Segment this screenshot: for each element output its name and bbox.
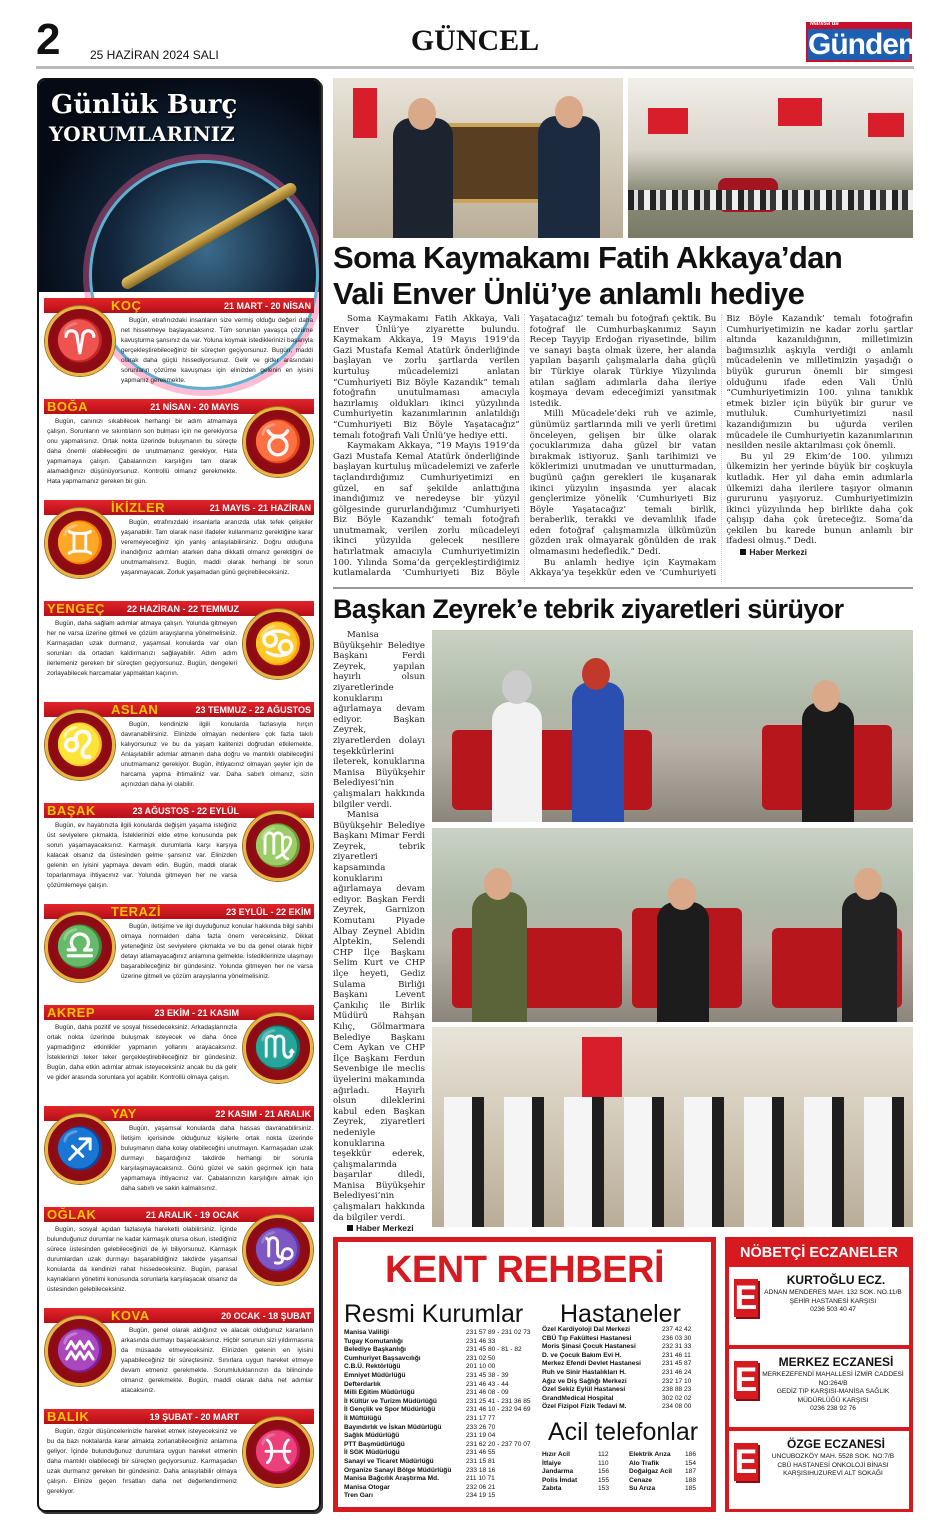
directory-phone: 201 10 00 (466, 1363, 496, 1371)
sign-name: YAY (111, 1106, 137, 1121)
article-paragraph: Manisa Büyükşehir Belediye Başkanı Ferdi Zeyrek, yapılan hayırlı olsun ziyaretlerinde konuklarını ağırlamaya devam ediyor. Başkan Zeyrek, ziyaretlerden dolayı teşekkürlerini ileterek, konuklarına Manisa Büyükşehir Belediyesi’nin çalışmaları hakkında bilgiler verdi. (333, 630, 425, 810)
photo-group-flags (628, 78, 913, 238)
directory-name: Doğalgaz Acil (629, 1468, 672, 1476)
directory-phone: 231 46 33 (466, 1337, 496, 1345)
horoscope-sign (39, 1102, 319, 1203)
article-paragraph: Kaymakam Akkaya, “19 Mayıs 1919’da Gazi Mustafa Kemal Atatürk önderliğinde başlayan kurtuluş mücadelemizi ve zaferle taçlandırdığımız Cumhuriyetimizi en güzel, en saf şekilde anlattığına inandığımız ve neredeyse bir yüzyıl gölgesinde gururlandığımız ‘Cumhuriyeti Biz Böyle Kazandık’ temalı fotoğrafı unutmamak, verilen zorlu mücadeleyi ikinci yüzyılda gelecek nesillere hatırlatmak amacıyla Cumhuriyetimizin 100. Yılında Soma’da gerçekleştirdiğimiz kutlamalarda ‘Cumhuriyeti Biz Böyle Yaşatacağız’ temalı bu fotoğrafı çektik. Bu fotoğraf ile Cumhurbaşkanımız Sayın Recep Tayyip Erdoğan riyasetinde, bilim ve sanayi başta olmak üzere, her alanda yapılan başarılı çalışmalarla daha güçlü bir Türkiye olarak Türkiye Yüzyılında atılan sağlam adımlarla daha ileriye koşmaya devam edeceğimizi yansıtmak istedik. (333, 314, 717, 579)
directory-name: Su Arıza (629, 1485, 656, 1493)
directory-name: Alo Trafik (629, 1459, 660, 1467)
directory-name: Belediye Başkanlığı (344, 1346, 406, 1354)
directory-name: İl Müftülüğü (344, 1415, 382, 1422)
horoscope-sign (39, 597, 319, 698)
directory-phone: 231 46 08 - 09 (466, 1389, 509, 1397)
directory-phone: 188 (685, 1476, 697, 1484)
directory-name: Bayındırlık ve İskan Müdürlüğü (344, 1423, 442, 1431)
sign-dates: 21 MART - 20 NİSAN (223, 301, 311, 311)
leo-icon: ♌ (45, 710, 115, 780)
pharmacy-name: MERKEZ ECZANESİ (778, 1355, 894, 1369)
sign-text: Bugün, yaşamsal konularda daha hassas davranabilirsiniz. İletişim içerisinde olduğunuz kişilerle ortak nokta üzerinde buluşmanın daha kolay olabileceğini unutmayın. Karmaşadan uzak durmayı başardığınız takdirde herhangi bir sorunla karşılaşmayacaksınız. Günü güzel ve sakin geçirmek için hata yapmamaya ihtiyacınız var. Çabalarınızın karşılığını almak için daha sabırlı ve sakin kalmalısınız. (121, 1125, 313, 1192)
directory-name: Zabıta (542, 1485, 562, 1493)
directory-phone: 185 (685, 1485, 697, 1493)
article-paragraph: Soma Kaymakamı Fatih Akkaya, Vali Enver Ünlü’ye ziyarette bulundu. Kaymakam Akkaya, 19 Mayıs 1919’da Gazi Mustafa Kemal Atatürk önderliğinde başlayan ve zorlu şartlarda verilen kurtuluş mücadelemizi anlatan “Cumhuriyeti Biz Böyle Kazandık” temalı fotoğrafın unutulmaması amacıyla hazırlamış oldukları ikinci yüzyılında Cumhuriyetin kazanımlarının anlatıldığı “Cumhuriyeti Biz Böyle Yaşatacağız” temalı fotoğrafı Vali Ünlü’ye hediye etti. (333, 314, 520, 441)
directory-name: Tren Garı (344, 1492, 373, 1500)
horoscope-sign (39, 395, 319, 496)
official-institutions-heading: Resmi Kurumlar (344, 1300, 524, 1328)
directory-name: Milli Eğitim Müdürlüğü (344, 1389, 415, 1397)
pharmacy-e-icon: E (734, 1279, 758, 1317)
horoscope-sign (39, 1203, 319, 1304)
article2-body (333, 630, 425, 1234)
photo-visit-3 (432, 1027, 913, 1227)
gemini-icon: ♊ (45, 508, 115, 578)
capricorn-icon: ♑ (243, 1215, 313, 1285)
directory-name: Defterdarlık (344, 1380, 381, 1388)
directory-name: D. ve Çocuk Bakım Evi H. (542, 1351, 622, 1359)
pharmacies-title: NÖBETÇİ ECZANELER (740, 1245, 898, 1261)
directory-name: Sanayi ve Ticaret Müdürlüğü (344, 1458, 434, 1465)
sign-name: YENGEÇ (47, 601, 105, 616)
pharmacy-address-line: KARŞISIHUZUREVİ ALT SOKAĞI (783, 1470, 883, 1478)
city-guide-box (333, 1237, 716, 1512)
directory-name: Manisa Valiliği (344, 1329, 390, 1336)
horoscope-title: Günlük Burç (51, 90, 238, 120)
section-title: GÜNCEL (410, 24, 540, 57)
directory-phone: 231 25 41 - 231 36 85 (466, 1397, 531, 1405)
pharmacy-name: KURTOĞLU ECZ. (786, 1273, 886, 1287)
directory-phone: 233 18 16 (466, 1466, 496, 1474)
pharmacy-e-icon: E (734, 1443, 758, 1481)
directory-phone: 186 (685, 1451, 697, 1458)
sign-dates: 22 KASIM - 21 ARALIK (215, 1109, 311, 1119)
article-body (333, 314, 913, 582)
sign-text: Bugün, canınızı sıkabilecek herhangi bir adım atmamaya çalışın. Sorunların ve sıkıntıların son bulması için ne gerekiyorsa onu yapmalısınız. Ortak nokta üzerinde buluşmanın bu süreçte daha önemli olabileceğini de unutmamanız gerekiyor. Hata yapmamaya çalışın. Çabalarınızın karşılığını tam olarak alamadığınızı düşünüyorsunuz. Kontrollü olmanız gerekmekte. Hata yapmamanız gereken bir gün. (47, 418, 237, 485)
article-headline: Soma Kaymakamı Fatih Akkaya’dan (333, 240, 843, 275)
cancer-icon: ♋ (243, 609, 313, 679)
directory-phone: 236 03 30 (662, 1334, 692, 1342)
directory-name: Jandarma (542, 1468, 574, 1476)
byline: Haber Merkezi (333, 1223, 425, 1234)
pharmacy-address-line: CBÜ HASTANESİ ONKOLOJİ BİNASI (777, 1461, 889, 1469)
virgo-icon: ♍ (243, 811, 313, 881)
directory-name: Özel Sekiz Eylül Hastanesi (542, 1386, 626, 1394)
pharmacies-box (725, 1237, 913, 1512)
sign-name: OĞLAK (47, 1207, 97, 1222)
sign-text: Bugün, kendinizle ilgili konularda fazlasıyla hırçın davranabilirsiniz. Elinizde olmayan nedenlere çok fazla takılı kalıyorsunuz ve bu da yaşam kalitenizi doğrudan etkilemekte. Anlaşılabilir adımlar atmanın daha doğru ve mantıklı olabileceğini unutmamanız gerekiyor. Bugün, ihtiyacınız olmayan şeyler için de harcama yapma ihtimaliniz var. Daha sabırlı olmanız, sizin açınızdan daha iyi olabilir. (121, 721, 313, 788)
horoscope-sign (39, 900, 319, 1001)
directory-phone: 237 42 42 (662, 1326, 692, 1333)
directory-name: CBÜ Tıp Fakültesi Hastanesi (542, 1334, 632, 1342)
aries-icon: ♈ (45, 306, 115, 376)
directory-name: Manisa Bağcılık Araştırma Md. (344, 1475, 440, 1483)
sign-dates: 19 ŞUBAT - 20 MART (149, 1412, 239, 1422)
directory-name: Elektrik Arıza (629, 1451, 671, 1458)
horoscope-sign (39, 1001, 319, 1102)
article2-headline: Başkan Zeyrek’e tebrik ziyaretleri sürüyor (333, 594, 844, 624)
taurus-icon: ♉ (243, 407, 313, 477)
directory-phone: 232 17 10 (662, 1377, 692, 1385)
sign-text: Bugün, ev hayatınızla ilgili konularda değişim yaşama isteğiniz üst seviyelere çıkmakta. İsteklerinizi elde etme konusunda pek sorun yaşamayacaksınız. Karmaşık durumlarla karşı karşıya kalacak olsanız da üstesinden gelme şansınız var. Elinizden gelenin en iyisini yapmaya devam edin. Bugün, maddi olarak toparlanmaya ihtiyacınız var. Yolunda gitmeyen her ne varsa çözümlemeye çalışın. (47, 822, 237, 889)
sign-name: ASLAN (111, 702, 159, 717)
directory-phone: 231 46 10 - 232 94 69 (466, 1406, 531, 1414)
article-paragraph: Milli Mücadele’deki ruh ve azimle, günümüz şartlarında mili ve yerli üretimi önceleyen, gelişen bir ülke olarak çocuklarımıza daha güzel bir vatan bırakmak istiyoruz. Şanlı tarihimizi ve köklerimizi unutmadan ve unutturmadan, bugünü çağın gerekleri ile kuşanarak ikinci yüzyılın inşasında yer alacak gençlerimize yönelik ‘Cumhuriyeti Biz Böyle Yaşatacağız’ temalı birlik, beraberlik, terakki ve devamlılık ifade eden fotoğraf çalışmamızla ülkümüzün gözden ırak olmayarak gönülden de ırak olmamasını hedefledik.” Dedi. (529, 409, 717, 558)
photo-visit-1 (432, 630, 913, 822)
pharmacy-address-line: 0236 238 92 76 (810, 1405, 856, 1413)
photo-visit-2 (432, 828, 913, 1022)
directory-name: Sağlık Müdürlüğü (344, 1432, 400, 1440)
sign-name: İKİZLER (111, 500, 166, 515)
sign-text: Bugün, iletişime ve ilgi duyduğunuz konular hakkında bilgi sahibi olmaya normalden daha fazla önem vereceksiniz. Dikkat yeteneğiniz üst seviyelere çıkmakta ve bu da genel olarak hiçbir detayı atlamayacağınız anlamına gelmekte. İstediklerinize ulaşmayı başarabileceğiniz bir gündesiniz. Yolunda gitmeyen her ne varsa üzerine gitmeli ve çözüm arayışlarına yönelmelisiniz. (121, 923, 313, 980)
sign-dates: 23 EKİM - 21 KASIM (154, 1008, 239, 1018)
directory-phone: 231 45 38 - 39 (466, 1372, 509, 1379)
sign-text: Bugün, sosyal açıdan fazlasıyla hareketli olabilirsiniz. İçinde bulunduğunuz durumlar ne kadar karmaşık olursa olsun, istediğiniz sürece üstesinden gelebileceğinizi de iyi biliyorsunuz. Karmaşık durumlardan uzak durmayı başarabildiğiniz takdirde yaşamsal konularda da kendinizi rahat hissedeceksiniz. Bugün, parasal kaynakların yönetimi konusunda sorunlarla karşılaşacak olsanız da üstesinden gelebileceksiniz. (47, 1226, 237, 1293)
sign-name: TERAZİ (111, 904, 161, 919)
header-rule (36, 66, 914, 69)
directory-name: Polis İmdat (542, 1476, 578, 1484)
sign-name: BOĞA (47, 399, 88, 414)
directory-phone: 234 19 15 (466, 1492, 496, 1500)
directory-name: Hızır Acil (542, 1451, 570, 1458)
directory-phone: 302 02 02 (662, 1394, 692, 1402)
directory-phone: 233 26 70 (466, 1423, 496, 1431)
directory-name: Tugay Komutanlığı (344, 1337, 403, 1345)
directory-phone: 154 (685, 1459, 697, 1467)
horoscope-banner-image (39, 80, 319, 292)
sign-dates: 22 HAZİRAN - 22 TEMMUZ (126, 604, 239, 614)
sign-name: KOÇ (111, 298, 142, 313)
sign-text: Bugün, etrafınızdaki insanların size vermiş olduğu değeri daha net hissetmeye başlayacaksınız. Tüm sorunları yavaşça çözüme kavuşturma şansınız da var. Yoluna koymak istediklerinizi başarıyla gerçekleştirebileceğiniz bir süreçten geçiyorsunuz. Bugün, maddi olarak daha güçlü hissediyorsunuz. Gelir ve gider arasındaki sorunların çözüme kavuşması için elinizden gelenin en iyisini yapmanız gerekmekte. (121, 317, 313, 384)
aquarius-icon: ♒ (45, 1316, 115, 1386)
pharmacy-address-line: ADNAN MENDERES MAH. 132 SOK. NO.11/B (764, 1289, 902, 1296)
sign-dates: 23 EYLÜL - 22 EKİM (226, 907, 311, 917)
directory-phone: 232 31 33 (662, 1343, 692, 1351)
pharmacy-address-line: GEDİZ TIP KARŞISI-MANİSA SAĞLIK (776, 1388, 890, 1396)
directory-name: C.B.Ü. Rektörlüğü (344, 1363, 401, 1371)
directory-name: Özel Fizipol Fizik Tedavi M. (542, 1403, 627, 1411)
directory-phone: 231 57 89 - 231 02 73 (466, 1329, 531, 1336)
article-paragraph: Manisa Büyükşehir Belediye Başkanı Mimar Ferdi Zeyrek, tebrik ziyaretleri kapsamında konuklarını ağırlamaya devam ediyor. Başkan Ferdi Zeyrek, Garnizon Komutanı Piyade Albay Zeynel Abidin Alptekin, Selendi CHP İlçe Başkanı Selim Kurt ve CHP ilçe heyeti, Gediz Sulama Birliği Başkanı Levent Çankılıç ile Birlik Müdürü Rahşan Kılıç, Gölmarmara Belediye Başkanı Cem Aykan ve CHP İlçe Başkanı Ferdun Sevenbige ile meclis üyelerini makamında ağırladı. Hayırlı olsun dileklerini kabul eden Başkan Zeyrek, ziyaretleri nedeniyle konuklarına teşekkür ederek, çalışmalarında başarılar diledi, Manisa Büyükşehir Belediyesi’nin çalışmaları hakkında da bilgiler verdi. (333, 810, 425, 1223)
directory-phone: 112 (598, 1451, 609, 1458)
sign-dates: 21 MAYIS - 21 HAZİRAN (209, 503, 311, 513)
pharmacy-item (729, 1267, 909, 1345)
directory-phone: 234 08 00 (662, 1403, 692, 1411)
sign-dates: 23 TEMMUZ - 22 AĞUSTOS (195, 705, 311, 715)
sign-dates: 20 OCAK - 18 ŞUBAT (221, 1311, 311, 1321)
sign-name: AKREP (47, 1005, 96, 1020)
horoscope-panel (37, 78, 321, 1512)
directory-phone: 110 (598, 1459, 609, 1467)
pharmacy-name: ÖZGE ECZANESİ (786, 1437, 885, 1451)
directory-name: Cumhuriyet Başsavcılığı (344, 1354, 421, 1362)
directory-name: İl Kültür ve Turizm Müdürlüğü (344, 1397, 437, 1405)
libra-icon: ♎ (45, 912, 115, 982)
directory-name: Cenaze (629, 1476, 653, 1484)
scorpio-icon: ♏ (243, 1013, 313, 1083)
directory-phone: 231 46 11 (662, 1351, 691, 1359)
directory-phone: 231 45 87 (662, 1360, 692, 1368)
article-paragraph: Bu anlamlı hediye için Kaymakam Akkaya’ya teşekkür eden ve ‘Cumhuriyeti Biz Böyle Kazandık’ temalı fotoğrafın Cumhuriyetimizin ne kadar zorlu şartlar altında kazanıldığının, milletimizin bağımsızlık aşkıyla verdiği o anlamlı mücadelenin ve milletimizin yaşadığı o büyük gururun önemli bir simgesi olduğunu ifade eden Vali Ünlü “Cumhuriyetimizin 100. yılına tanıklık etmek bizler için büyük bir gurur ve mutluluk. Cumhuriyetimizi nasıl kazandığımızın bu uğurda verilen mücadele ile Cumhuriyetin kazanımlarının nesilden nesile aktarılması çok önemli. (529, 314, 913, 579)
directory-phone: 231 46 55 (466, 1449, 496, 1457)
pharmacy-address-line: MÜDÜRLÜĞÜ KARŞISI (797, 1396, 869, 1404)
pharmacy-address-line: UNCUBOZKÖY MAH. 5528 SOK. NO:7/B (771, 1453, 895, 1460)
directory-phone: 238 88 23 (662, 1386, 692, 1394)
directory-phone: 211 10 71 (466, 1475, 495, 1483)
directory-phone: 156 (598, 1468, 610, 1476)
horoscope-sign (39, 496, 319, 597)
article-headline-line2: Vali Enver Ünlü’ye anlamlı hediye (333, 276, 805, 311)
directory-name: Manisa Otogar (344, 1483, 390, 1491)
pharmacy-item (729, 1349, 909, 1427)
directory-phone: 231 17 77 (466, 1415, 496, 1422)
directory-name: Ağız ve Diş Sağlığı Merkezi (542, 1377, 627, 1385)
sign-text: Bugün, daha pozitif ve sosyal hissedeceksiniz. Arkadaşlarınızla ortak nokta üzerinde buluşmak isteyecek ve daha önce yapmadığınız etkinlikler yapmanın yollarını arayacaksınız. İsteklerinizi teker teker gerçekleştirebileceğiniz bir gündesiniz. Bugün, daha etkin adımlar atmak isteyeceksiniz ancak bu da gelir ve gider arasında sorunlara yol açabilir. Kontrollü olmaya çalışın. (47, 1024, 237, 1081)
sagittarius-icon: ♐ (45, 1114, 115, 1184)
directory-phone: 231 45 80 - 81 - 82 (466, 1346, 522, 1354)
page-number: 2 (36, 15, 61, 64)
horoscope-sign (39, 1405, 319, 1506)
directory-phone: 231 19 04 (466, 1432, 496, 1440)
directory-name: İtfaiye (542, 1459, 562, 1467)
pharmacy-address-line: ŞEHİR HASTANESİ KARŞISI (789, 1297, 877, 1305)
pisces-icon: ♓ (243, 1417, 313, 1487)
sign-name: KOVA (111, 1308, 150, 1323)
directory-name: PTT Başmüdürlüğü (344, 1440, 405, 1448)
logo-small-text: Manisa'da (810, 21, 839, 27)
hospitals-heading: Hastaneler (560, 1300, 681, 1328)
directory-name: Moris Şinasi Çocuk Hastanesi (542, 1343, 636, 1351)
directory-name: İl Gençlik ve Spor Müdürlüğü (344, 1406, 436, 1414)
horoscope-sign (39, 799, 319, 900)
directory-phone: 231 15 81 (466, 1458, 496, 1465)
article-paragraph: Bu yıl 29 Ekim’de 100. yılımızı ülkemizin her yerinde büyük bir coşkuyla kutladık. Her yıl daha emin adımlarla ülkemizi daha ilerilere taşıyor olmanın gururunu yaşıyoruz. Cumhuriyetimizin ikinci yüzyılında hep birlikte daha çok çalışıp daha çok üreteceğiz. Soma’da çekilen bu karede bunun anlamlı bir ifadesi olmuş.” Dedi. (726, 451, 913, 547)
horoscope-subtitle: YORUMLARINIZ (49, 122, 235, 146)
directory-phone: 155 (598, 1476, 610, 1484)
emergency-heading: Acil telefonlar (548, 1418, 699, 1446)
directory-name: Emniyet Müdürlüğü (344, 1372, 406, 1379)
sign-name: BALIK (47, 1409, 90, 1424)
logo-text: Gündem (808, 28, 924, 61)
horoscope-sign (39, 294, 319, 395)
horoscope-sign (39, 698, 319, 799)
directory-phone: 231 46 43 - 44 (466, 1380, 509, 1388)
sign-dates: 21 ARALIK - 19 OCAK (145, 1210, 239, 1220)
sign-name: BAŞAK (47, 803, 96, 818)
byline: Haber Merkezi (726, 547, 913, 558)
directory-name: Ruh ve Sinir Hastalıkları H. (542, 1369, 626, 1376)
directory-name: İl SGK Müdürlüğü (344, 1449, 400, 1457)
newspaper-logo (806, 21, 924, 62)
sign-text: Bugün, genel olarak aldığınız ve alacak olduğunuz kararların arkasında durmayı başaracaksınız. Hiçbir sorunun sizi yıldırmasına da müsaade etmeyeceksiniz. Elinizden gelenin en iyisini yapabileceğiniz bir süreçtesiniz. Sınırlara uygun hareket etmeye devam etmeniz gerekmekte. Sorumluluklarınızın da bilincinde olmanız gerekmekte. Bugün, maddi olarak daha net adımlar atacaksınız. (121, 1327, 313, 1394)
directory-name: Merkez Efendi Devlet Hastanesi (542, 1360, 641, 1368)
sign-text: Bugün, daha sağlam adımlar atmaya çalışın. Yolunda gitmeyen her ne varsa üzerine gitmeli ve çözüm arayışlarına yönelmelisiniz. Karmaşadan uzak durmanız, yaşamsal konularda var olan sorunları da ortadan kaldırmanızı sağlayabilir. Adım adım ilerlemeniz gereken bir süreçten geçiyorsunuz. Bugün, dengeleri zorlayabilecek harcamalar yapmaktan kaçının. (47, 620, 237, 677)
directory-phone: 187 (685, 1468, 697, 1476)
article-divider (333, 587, 913, 589)
issue-date: 25 HAZİRAN 2024 SALI (90, 48, 219, 62)
pharmacy-e-icon: E (734, 1361, 758, 1399)
directory-phone: 232 06 21 (466, 1483, 496, 1491)
directory-name: Organize Sanayi Bölge Müdürlüğü (344, 1466, 452, 1474)
pharmacy-address-line: NO:264/B (818, 1379, 848, 1387)
directory-phone: 231 62 20 - 237 70 07 (466, 1440, 531, 1448)
directory-name: Özel Kardiyoloji Dal Merkezi (542, 1326, 630, 1333)
photo-gift-presentation (333, 78, 623, 238)
city-guide-title: KENT REHBERİ (384, 1249, 665, 1291)
pharmacy-item (729, 1431, 909, 1509)
framed-photo-icon (443, 123, 553, 203)
pharmacy-address-line: MERKEZEFENDİ MAHALLESİ İZMİR CADDESİ (762, 1371, 904, 1378)
sign-dates: 23 AĞUSTOS - 22 EYLÜL (132, 806, 239, 816)
sign-dates: 21 NİSAN - 20 MAYIS (150, 402, 239, 412)
sign-text: Bugün, özgür düşüncelerinizle hareket etmek isteyeceksiniz ve bu da bazı noktalarda karar almakta zorlanabileceğiniz anlamına geliyor. İçinde bulunduğunuz durumlara uygun hareket etmenin daha mantıklı olabileceği bir süreçten geçiyorsunuz. Karmaşadan uzak durmanız gereken bir gündesiniz. Daha anlaşılabilir olmaya çalışın. Elinize geçen fırsatları daha net değerlendirmeniz gerekiyor. (47, 1428, 237, 1495)
directory-phone: 231 02 50 (466, 1354, 496, 1362)
directory-name: GrandMedical Hospital (542, 1394, 614, 1402)
horoscope-sign (39, 1304, 319, 1405)
pharmacy-address-line: 0236 503 40 47 (810, 1306, 856, 1314)
directory-phone: 153 (598, 1485, 610, 1493)
sign-text: Bugün, etrafınızdaki insanlarla aranızda ufak tefek çelişkiler yaşanabilir. Tam olarak nasıl ifadeler kullanmanız gerektiğine karar veremeyeceğiniz için yanlış anlaşılabilirsiniz. Doğru olduğuna inandığınız adımları atarken daha dikkatli olmanız gerektiğini de unutmamalısınız. Bugün, maddi olarak herhangi bir sorun yaşanmayacak. Zorluk yaşamadan günü geçirebileceksiniz. (121, 519, 313, 576)
directory-phone: 231 46 24 (662, 1369, 692, 1376)
